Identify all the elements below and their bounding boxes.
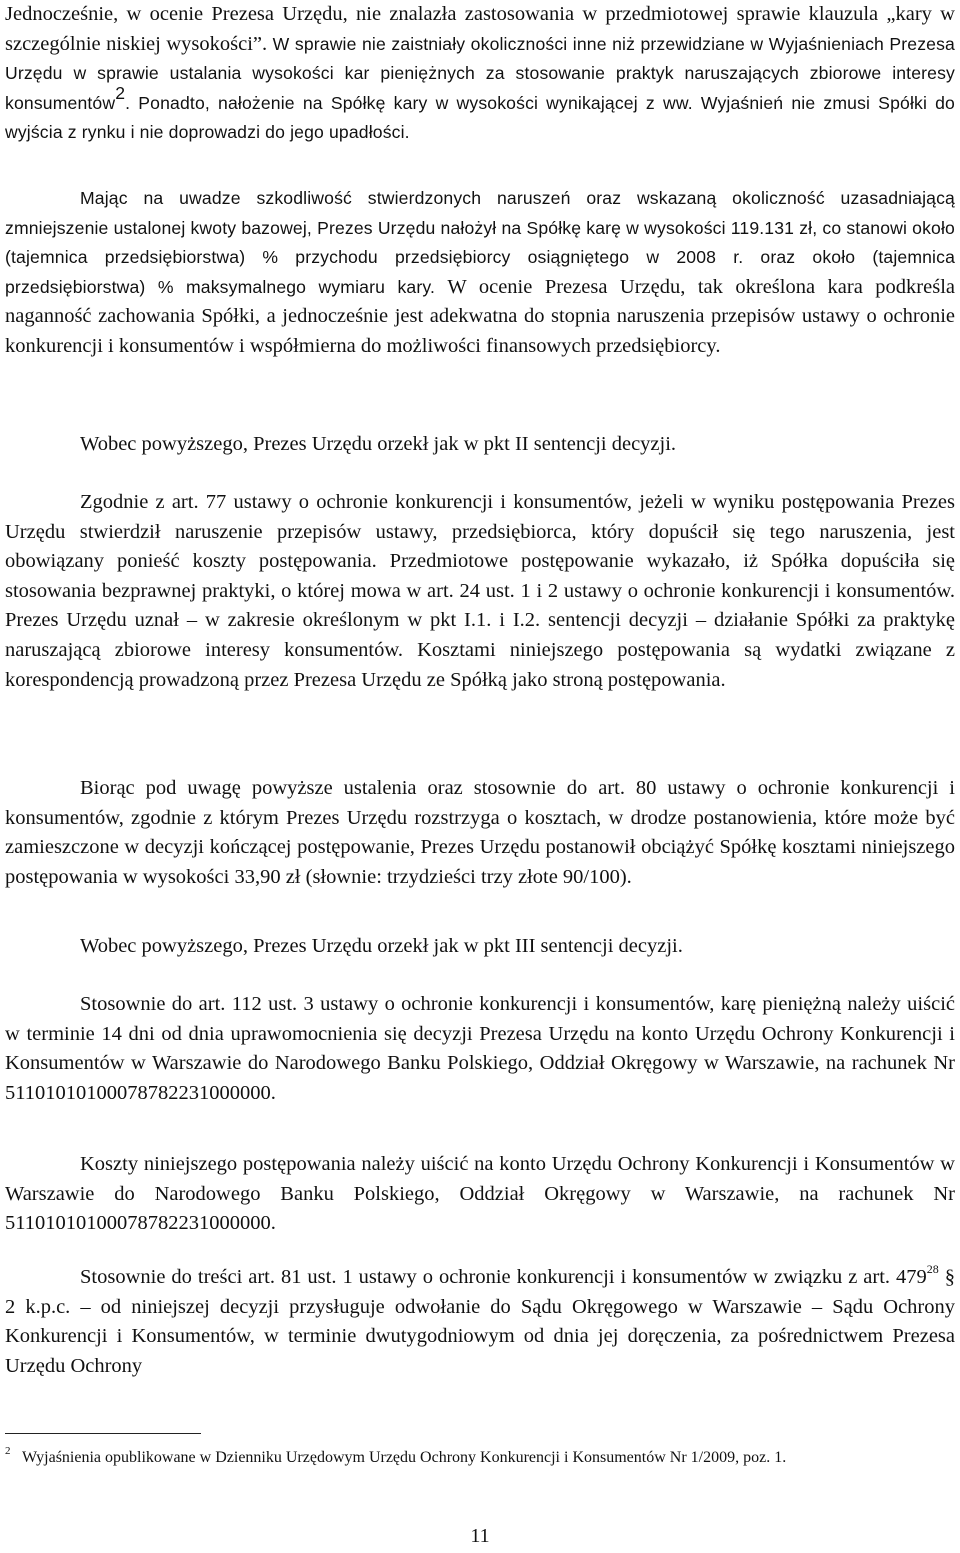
paragraph-text: § 2 k.p.c. – od niniejszej decyzji przysługuje odwołanie do Sądu Okręgowego w Warszawie – Sądu Ochrony Konkurencji i Konsumentów, w terminie dwutygodniowym od dnia jej doręczenia, za pośrednictwem Prezesa Urzędu Ochrony [5, 1266, 955, 1377]
paragraph-penalty-amount [5, 184, 955, 362]
paragraph-costs-payment: Koszty niniejszego postępowania należy uiścić na konto Urzędu Ochrony Konkurencji i Konsumentów w Warszawie do Narodowego Banku Polskiego, Oddział Okręgowy w Warszawie, na rachunek Nr 51101010100078782231000000. [5, 1153, 955, 1235]
paragraph-text: . Ponadto, nałożenie na Spółkę kary w wysokości wynikającej z ww. Wyjaśnień nie zmusi Spółki do wyjścia z rynku i nie doprowadzi do jego upadłości. [5, 92, 955, 143]
paragraph-decision-point-ii: Wobec powyższego, Prezes Urzędu orzekł jak w pkt II sentencji decyzji. [80, 433, 677, 455]
footnote [5, 1444, 955, 1471]
paragraph-costs-art-77: Zgodnie z art. 77 ustawy o ochronie konkurencji i konsumentów, jeżeli w wyniku postępowania Prezes Urzędu stwierdził naruszenie przepisów ustawy, przedsiębiorca, który dopuścił się tego naruszenia, jest obowiązany ponieść koszty postępowania. Przedmiotowe postępowanie wykazało, iż Spółka dopuściła się stosowania bezprawnej praktyki, o której mowa w art. 24 ust. 1 i 2 ustawy o ochronie konkurencji i konsumentów. Prezes Urzędu uznał – w zakresie określonym w pkt I.1. i I.2. sentencji decyzji – działanie Spółki za praktykę naruszającą zbiorowe interesy konsumentów. Kosztami niniejszego postępowania są wydatki związane z korespondencją prowadzoną przez Prezesa Urzędu ze Spółką jako stroną postępowania. [5, 491, 955, 691]
paragraph-text: W ocenie Prezesa Urzędu, tak określona kara podkreśla naganność zachowania Spółki, a jednocześnie jest adekwatna do stopnia naruszenia przepisów ustawy o ochronie konkurencji i konsumentów i współmierna do możliwości finansowych przedsiębiorcy. [5, 275, 955, 357]
paragraph-costs-art-80: Biorąc pod uwagę powyższe ustalenia oraz stosownie do art. 80 ustawy o ochronie konkurencji i konsumentów, zgodnie z którym Prezes Urzędu rozstrzyga o kosztach, w drodze postanowienia, które może być zamieszczone w decyzji kończącej postępowanie, Prezes Urzędu postanowił obciążyć Spółkę kosztami niniejszego postępowania w wysokości 33,90 zł (słownie: trzydzieści trzy złote 90/100). [5, 777, 955, 888]
footnote-reference: 2 [115, 82, 126, 103]
paragraph-text: W sprawie nie zaistniały okoliczności inne niż przewidziane w Wyjaśnieniach Prezesa Urzędu w sprawie ustalania wysokości kar pieniężnych za stosowanie praktyk naruszających zbiorowe interesy konsumentów [5, 33, 955, 113]
paragraph-appeal [5, 1263, 955, 1381]
paragraph-decision-point-iii: Wobec powyższego, Prezes Urzędu orzekł jak w pkt III sentencji decyzji. [80, 935, 683, 957]
paragraph-text: Jednocześnie, w ocenie Prezesa Urzędu, nie znalazła zastosowania w przedmiotowej sprawie klauzula „kary w szczególnie niskiej wysokości”. [5, 3, 955, 55]
paragraph-text: Stosownie do treści art. 81 ust. 1 ustawy o ochronie konkurencji i konsumentów w związku z art. 479 [80, 1266, 927, 1288]
paragraph-penalty-clause [5, 0, 955, 148]
document-page [5, 0, 955, 1553]
paragraph-payment-art-112: Stosownie do art. 112 ust. 3 ustawy o ochronie konkurencji i konsumentów, karę pieniężną należy uiścić w terminie 14 dni od dnia uprawomocnienia się decyzji Prezesa Urzędu na konto Urzędu Ochrony Konkurencji i Konsumentów w Warszawie do Narodowego Banku Polskiego, Oddział Okręgowy w Warszawie, na rachunek Nr 51101010100078782231000000. [5, 993, 955, 1104]
footnote-text: Wyjaśnienia opublikowane w Dzienniku Urzędowym Urzędu Ochrony Konkurencji i Konsumentów Nr 1/2009, poz. 1. [22, 1449, 787, 1466]
superscript: 28 [926, 1262, 939, 1277]
page-number: 11 [470, 1525, 490, 1547]
footnote-separator [5, 1433, 201, 1434]
paragraph-text: Mając na uwadze szkodliwość stwierdzonych naruszeń oraz wskazaną okoliczność uzasadniającą zmniejszenie ustalonej kwoty bazowej, Prezes Urzędu nałożył na Spółkę karę w wysokości 119.131 zł, co stanowi około (tajemnica przedsiębiorstwa) % przychodu przedsiębiorcy osiągniętego w 2008 r. oraz około (tajemnica przedsiębiorstwa) % maksymalnego wymiaru kary. [5, 188, 955, 297]
footnote-mark: 2 [5, 1445, 11, 1457]
